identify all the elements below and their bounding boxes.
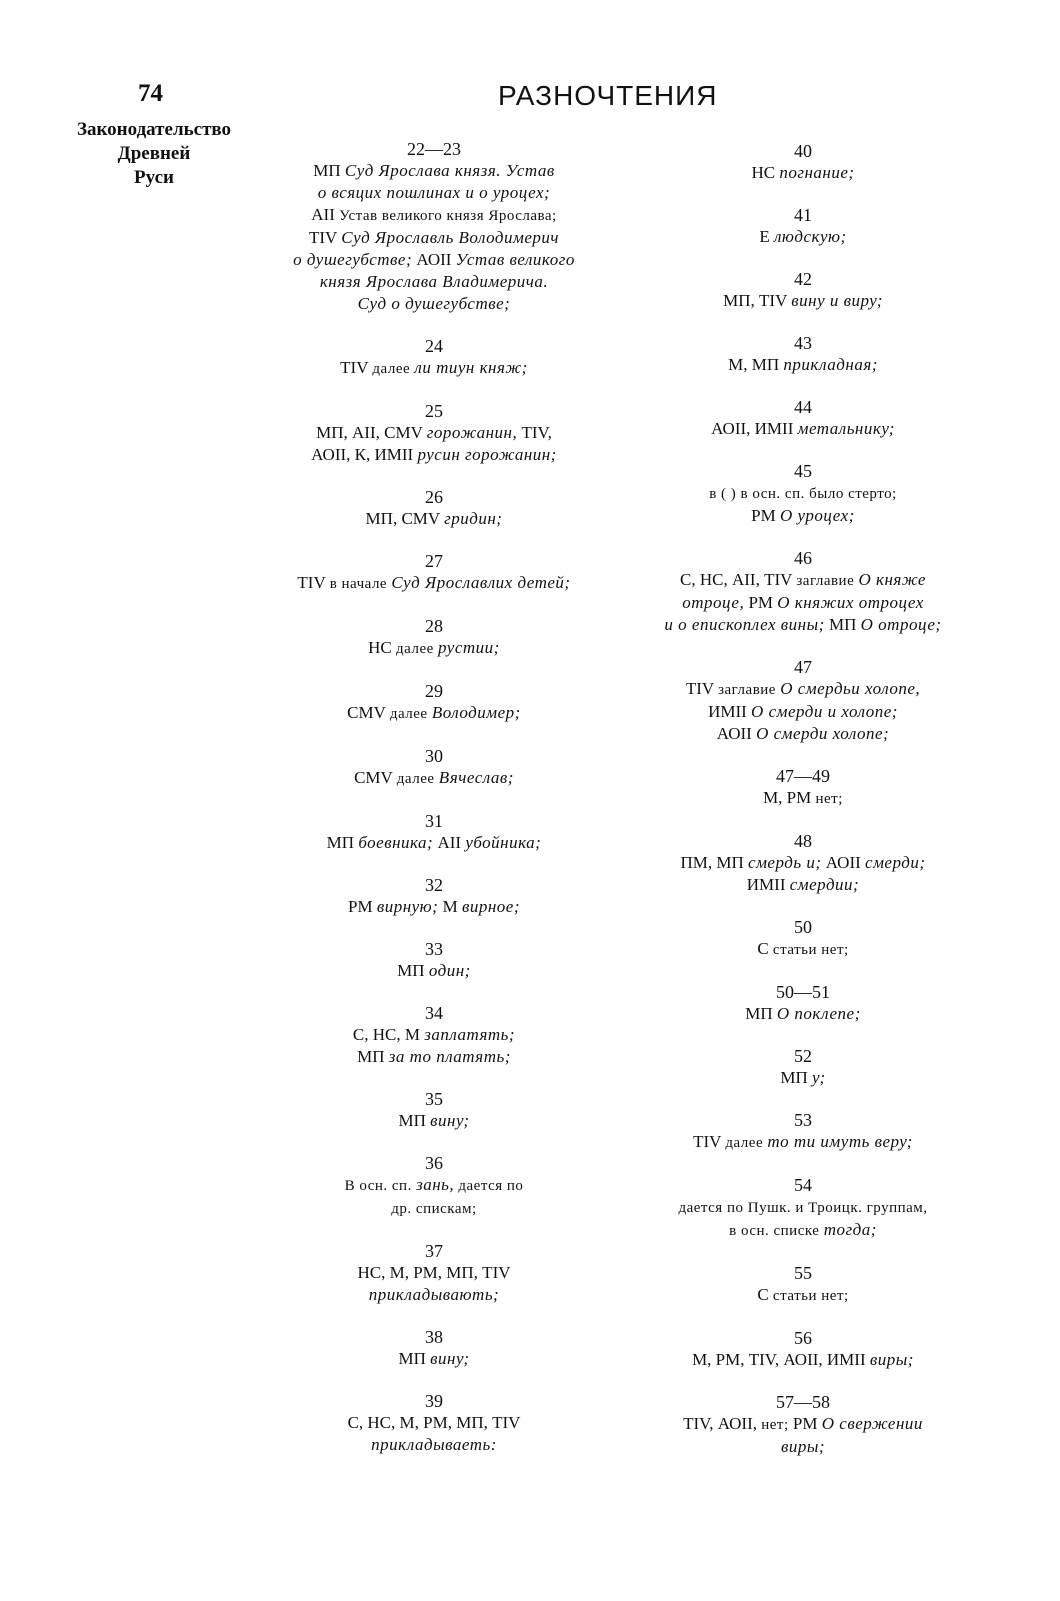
- manuscript-siglum: В осн. сп.: [344, 1178, 412, 1194]
- entry-number: 39: [425, 1391, 443, 1411]
- variant-entry: [628, 1174, 978, 1242]
- variant-reading: убойника;: [465, 833, 542, 852]
- manuscript-siglum: дается по Пушк. и Троицк. группам,: [678, 1200, 928, 1216]
- entry-line: [258, 637, 610, 660]
- entry-number: 25: [425, 401, 443, 421]
- entry-number: 47: [794, 657, 812, 677]
- entry-line: [628, 290, 978, 312]
- variant-entry: [628, 1109, 978, 1154]
- variant-entry: [258, 874, 610, 918]
- manuscript-siglum: М: [438, 897, 462, 916]
- variant-reading: о всяцих пошлинах и о уроцех;: [317, 183, 551, 202]
- variant-entry: [258, 615, 610, 660]
- variant-reading: погнание;: [779, 163, 855, 182]
- variant-reading: Суд Ярославль Володимерич: [341, 228, 560, 247]
- entry-number: 22—23: [407, 139, 461, 159]
- entry-line: [258, 1412, 610, 1434]
- entry-line: [258, 896, 610, 918]
- manuscript-siglum: дается по: [458, 1178, 524, 1194]
- manuscript-siglum: МП: [745, 1004, 777, 1023]
- variant-reading: один;: [428, 961, 471, 980]
- manuscript-siglum: др. спискам;: [391, 1201, 477, 1217]
- variant-reading: заплатять;: [424, 1025, 516, 1044]
- manuscript-siglum: С: [757, 939, 773, 958]
- variant-reading: О уроцех;: [780, 506, 855, 525]
- variant-reading: О княжих отроцех: [777, 593, 924, 612]
- manuscript-siglum: заглавие: [718, 682, 776, 698]
- variant-entry: [258, 938, 610, 982]
- manuscript-siglum: МП: [824, 615, 861, 634]
- variant-reading: гридин;: [444, 509, 503, 528]
- variant-reading: боевника;: [358, 833, 434, 852]
- manuscript-siglum: МП, ТIV: [723, 291, 792, 310]
- manuscript-siglum: МП, АII, СМV: [316, 423, 427, 442]
- page-number: 74: [138, 80, 163, 107]
- variant-entry: [258, 810, 610, 854]
- entry-number: 34: [425, 1003, 443, 1023]
- variant-entry: [258, 1240, 610, 1306]
- variant-entry: [628, 460, 978, 527]
- entry-line: [628, 614, 978, 636]
- entry-line: [628, 418, 978, 440]
- entry-line: [628, 226, 978, 248]
- variant-entry: [258, 550, 610, 595]
- variant-entry: [258, 486, 610, 530]
- variant-entry: [628, 1262, 978, 1307]
- variant-entry: [628, 765, 978, 810]
- variant-entry: [258, 335, 610, 380]
- manuscript-siglum: С: [757, 1285, 773, 1304]
- entry-line: [258, 1348, 610, 1370]
- entry-number: 24: [425, 336, 443, 356]
- entry-line: [628, 1284, 978, 1307]
- manuscript-siglum: далее: [396, 641, 434, 657]
- manuscript-siglum: АII: [433, 833, 466, 852]
- manuscript-siglum: РМ: [348, 897, 377, 916]
- entry-number: 50: [794, 917, 812, 937]
- entry-line: [628, 592, 978, 614]
- variant-entry: [628, 1045, 978, 1089]
- entry-number: 52: [794, 1046, 812, 1066]
- manuscript-siglum: СМV: [347, 703, 390, 722]
- manuscript-siglum: ТIV: [340, 358, 373, 377]
- variant-reading: О княже: [858, 570, 926, 589]
- manuscript-siglum: нет;: [815, 791, 843, 807]
- manuscript-siglum: далее: [372, 361, 411, 377]
- manuscript-siglum: ТIV,: [517, 423, 552, 442]
- side-heading: [64, 118, 244, 190]
- variant-reading: метальнику;: [797, 419, 895, 438]
- manuscript-siglum: ИМII: [708, 702, 752, 721]
- variant-entry: [628, 981, 978, 1025]
- variant-reading: виры;: [780, 1437, 826, 1456]
- variant-entry: [628, 656, 978, 745]
- entry-line: [258, 1110, 610, 1132]
- manuscript-siglum: Устав великого князя Ярослава;: [339, 208, 557, 224]
- entry-line: [258, 1024, 610, 1046]
- variant-reading: Володимер;: [431, 703, 521, 722]
- variant-entry: [628, 140, 978, 184]
- manuscript-siglum: С, НС, М: [352, 1025, 425, 1044]
- manuscript-siglum: МП, СМV: [365, 509, 445, 528]
- entry-line: [258, 832, 610, 854]
- manuscript-siglum: заглавие: [796, 573, 855, 589]
- variant-reading: прикладная;: [783, 355, 878, 374]
- manuscript-siglum: НС: [368, 638, 397, 657]
- variant-entry: [258, 745, 610, 790]
- entry-number: 41: [794, 205, 812, 225]
- variant-reading: тогда;: [823, 1220, 877, 1239]
- entry-line: [628, 701, 978, 723]
- variant-reading: у;: [812, 1068, 826, 1087]
- entry-number: 48: [794, 831, 812, 851]
- manuscript-siglum: РМ: [751, 506, 780, 525]
- manuscript-siglum: СМV: [354, 768, 397, 787]
- entry-line: [258, 357, 610, 380]
- entry-number: 56: [794, 1328, 812, 1348]
- entry-line: [258, 1284, 610, 1306]
- entry-number: 54: [794, 1175, 812, 1195]
- variant-reading: прикладываеть:: [371, 1435, 497, 1454]
- variant-reading: О смердьи холопе,: [780, 679, 921, 698]
- entry-line: [628, 874, 978, 896]
- variant-entry: [628, 204, 978, 248]
- variants-right-column: [628, 140, 978, 1478]
- variant-reading: отроце,: [682, 593, 745, 612]
- entry-line: [628, 852, 978, 874]
- entry-line: [258, 422, 610, 444]
- entry-line: [258, 160, 610, 182]
- entry-number: 36: [425, 1153, 443, 1173]
- entry-line: [258, 1434, 610, 1456]
- manuscript-siglum: ТIV: [297, 573, 330, 592]
- variant-reading: Суд Ярославлих детей;: [391, 573, 571, 592]
- manuscript-siglum: в начале: [329, 576, 388, 592]
- running-title: РАЗНОЧТЕНИЯ: [498, 80, 718, 111]
- entry-line: [628, 1219, 978, 1242]
- entry-number: 43: [794, 333, 812, 353]
- variant-reading: Суд Ярослава князя. Устав: [344, 161, 555, 180]
- manuscript-siglum: МП: [780, 1068, 813, 1087]
- variant-entry: [628, 332, 978, 376]
- entry-number: 50—51: [776, 982, 830, 1002]
- entry-line: [628, 1131, 978, 1154]
- entry-line: [628, 354, 978, 376]
- entry-line: [628, 569, 978, 592]
- variant-entry: [628, 1391, 978, 1458]
- entry-number: 42: [794, 269, 812, 289]
- variant-reading: о душегубстве;: [293, 250, 413, 269]
- entry-line: [628, 938, 978, 961]
- entry-number: 44: [794, 397, 812, 417]
- entry-number: 38: [425, 1327, 443, 1347]
- entry-number: 26: [425, 487, 443, 507]
- variant-reading: О поклепе;: [776, 1004, 861, 1023]
- entry-line: [258, 271, 610, 293]
- variant-reading: людскую;: [773, 227, 847, 246]
- manuscript-siglum: АОII: [716, 724, 757, 743]
- variant-entry: [258, 1088, 610, 1132]
- variant-reading: русин горожанин;: [417, 445, 557, 464]
- manuscript-siglum: С, НС, М, РМ, МП, ТIV: [347, 1413, 521, 1432]
- manuscript-siglum: далее: [725, 1135, 764, 1151]
- manuscript-siglum: ПМ, МП: [680, 853, 749, 872]
- entry-number: 28: [425, 616, 443, 636]
- entry-number: 32: [425, 875, 443, 895]
- entry-number: 57—58: [776, 1392, 830, 1412]
- manuscript-siglum: в ( ) в осн. сп. было стерто;: [709, 486, 897, 502]
- side-heading-line: Законодательство: [76, 119, 232, 140]
- entry-number: 35: [425, 1089, 443, 1109]
- entry-line: [628, 1436, 978, 1458]
- manuscript-siglum: ИМII: [746, 875, 790, 894]
- variant-entry: [258, 1390, 610, 1456]
- variant-reading: О смерди холопе;: [756, 724, 890, 743]
- variant-reading: за то платять;: [388, 1047, 511, 1066]
- entry-line: [258, 227, 610, 249]
- variant-reading: вину;: [430, 1111, 470, 1130]
- manuscript-siglum: МП: [397, 961, 429, 980]
- manuscript-siglum: РМ: [788, 1414, 822, 1433]
- variant-reading: вирное;: [461, 897, 520, 916]
- variant-reading: ли тиун княж;: [414, 358, 528, 377]
- manuscript-siglum: С, НС, АII, ТIV: [680, 570, 797, 589]
- entry-line: [258, 1046, 610, 1068]
- entry-line: [628, 678, 978, 701]
- variant-reading: О отроце;: [860, 615, 942, 634]
- entry-line: [258, 182, 610, 204]
- entry-line: [258, 204, 610, 227]
- variant-reading: вину и виру;: [791, 291, 883, 310]
- entry-line: [258, 702, 610, 725]
- manuscript-siglum: в осн. списке: [729, 1223, 820, 1239]
- variant-entry: [628, 916, 978, 961]
- entry-number: 27: [425, 551, 443, 571]
- side-heading-line: Руси: [134, 167, 174, 188]
- entry-number: 45: [794, 461, 812, 481]
- variant-reading: смердь и;: [748, 853, 822, 872]
- entry-number: 30: [425, 746, 443, 766]
- manuscript-siglum: ТIV: [685, 679, 719, 698]
- entry-line: [628, 1067, 978, 1089]
- variant-reading: смерди;: [865, 853, 926, 872]
- manuscript-siglum: М, РМ, ТIV, АОII, ИМII: [692, 1350, 870, 1369]
- variant-entry: [628, 1327, 978, 1371]
- entry-line: [258, 1262, 610, 1284]
- manuscript-siglum: М, МП: [728, 355, 784, 374]
- variant-entry: [628, 268, 978, 312]
- manuscript-siglum: ТIV, АОII,: [683, 1414, 762, 1433]
- manuscript-siglum: МП: [398, 1349, 431, 1368]
- variant-entry: [258, 1326, 610, 1370]
- entry-line: [258, 444, 610, 466]
- variant-reading: виры;: [869, 1350, 914, 1369]
- entry-line: [628, 1349, 978, 1371]
- manuscript-siglum: нет;: [761, 1417, 789, 1433]
- entry-number: 55: [794, 1263, 812, 1283]
- variant-reading: Устав великого: [455, 250, 575, 269]
- entry-number: 37: [425, 1241, 443, 1261]
- variant-entry: [258, 400, 610, 466]
- entry-number: 29: [425, 681, 443, 701]
- entry-line: [258, 767, 610, 790]
- manuscript-siglum: далее: [389, 706, 428, 722]
- entry-number: 46: [794, 548, 812, 568]
- manuscript-siglum: МП: [313, 161, 345, 180]
- manuscript-siglum: статьи нет;: [772, 1288, 849, 1304]
- entry-line: [258, 1197, 610, 1220]
- manuscript-siglum: М, РМ: [763, 788, 816, 807]
- manuscript-siglum: НС: [751, 163, 780, 182]
- entry-line: [628, 723, 978, 745]
- manuscript-siglum: АОII, ИМII: [711, 419, 798, 438]
- manuscript-siglum: МП: [326, 833, 359, 852]
- entry-number: 33: [425, 939, 443, 959]
- variant-reading: О смерди и холопе;: [751, 702, 898, 721]
- manuscript-siglum: АII: [311, 205, 340, 224]
- variant-reading: Суд о душегубстве;: [357, 294, 511, 313]
- entry-line: [258, 293, 610, 315]
- entry-line: [628, 482, 978, 505]
- manuscript-siglum: РМ: [744, 593, 778, 612]
- entry-line: [628, 1003, 978, 1025]
- entry-number: 31: [425, 811, 443, 831]
- variant-entry: [628, 396, 978, 440]
- manuscript-siglum: АОII, К, ИМII: [311, 445, 418, 464]
- variant-reading: прикладывають;: [368, 1285, 500, 1304]
- variant-reading: князя Ярослава Владимерича.: [319, 272, 549, 291]
- side-heading-line: Древней: [117, 143, 191, 164]
- entry-line: [628, 1196, 978, 1219]
- entry-number: 40: [794, 141, 812, 161]
- manuscript-siglum: далее: [396, 771, 435, 787]
- variant-reading: Вячеслав;: [438, 768, 514, 787]
- variant-reading: и о епископлех вины;: [664, 615, 825, 634]
- manuscript-siglum: МП: [398, 1111, 431, 1130]
- variants-left-column: [258, 138, 610, 1476]
- manuscript-siglum: статьи нет;: [772, 942, 849, 958]
- entry-number: 47—49: [776, 766, 830, 786]
- entry-line: [628, 162, 978, 184]
- manuscript-siglum: ТIV: [693, 1132, 726, 1151]
- manuscript-siglum: Е: [759, 227, 774, 246]
- variant-entry: [258, 1002, 610, 1068]
- entry-line: [628, 787, 978, 810]
- entry-line: [628, 505, 978, 527]
- variant-reading: то ти имуть веру;: [767, 1132, 913, 1151]
- variant-reading: вирную;: [376, 897, 439, 916]
- entry-line: [258, 572, 610, 595]
- variant-reading: смердии;: [789, 875, 860, 894]
- entry-line: [258, 508, 610, 530]
- variant-entry: [628, 830, 978, 896]
- variant-reading: О свержении: [821, 1414, 923, 1433]
- variant-entry: [628, 547, 978, 636]
- manuscript-siglum: АОII: [821, 853, 866, 872]
- manuscript-siglum: ТIV: [308, 228, 342, 247]
- variant-reading: вину;: [430, 1349, 470, 1368]
- entry-line: [258, 960, 610, 982]
- entry-line: [258, 249, 610, 271]
- manuscript-siglum: АОII: [412, 250, 456, 269]
- variant-reading: зань,: [416, 1175, 455, 1194]
- manuscript-siglum: МП: [357, 1047, 389, 1066]
- entry-line: [628, 1413, 978, 1436]
- variant-reading: рустии;: [438, 638, 500, 657]
- entry-line: [258, 1174, 610, 1197]
- entry-number: 53: [794, 1110, 812, 1130]
- manuscript-siglum: НС, М, РМ, МП, ТIV: [357, 1263, 511, 1282]
- variant-entry: [258, 1152, 610, 1220]
- variant-entry: [258, 680, 610, 725]
- variant-entry: [258, 138, 610, 315]
- variant-reading: горожанин,: [426, 423, 518, 442]
